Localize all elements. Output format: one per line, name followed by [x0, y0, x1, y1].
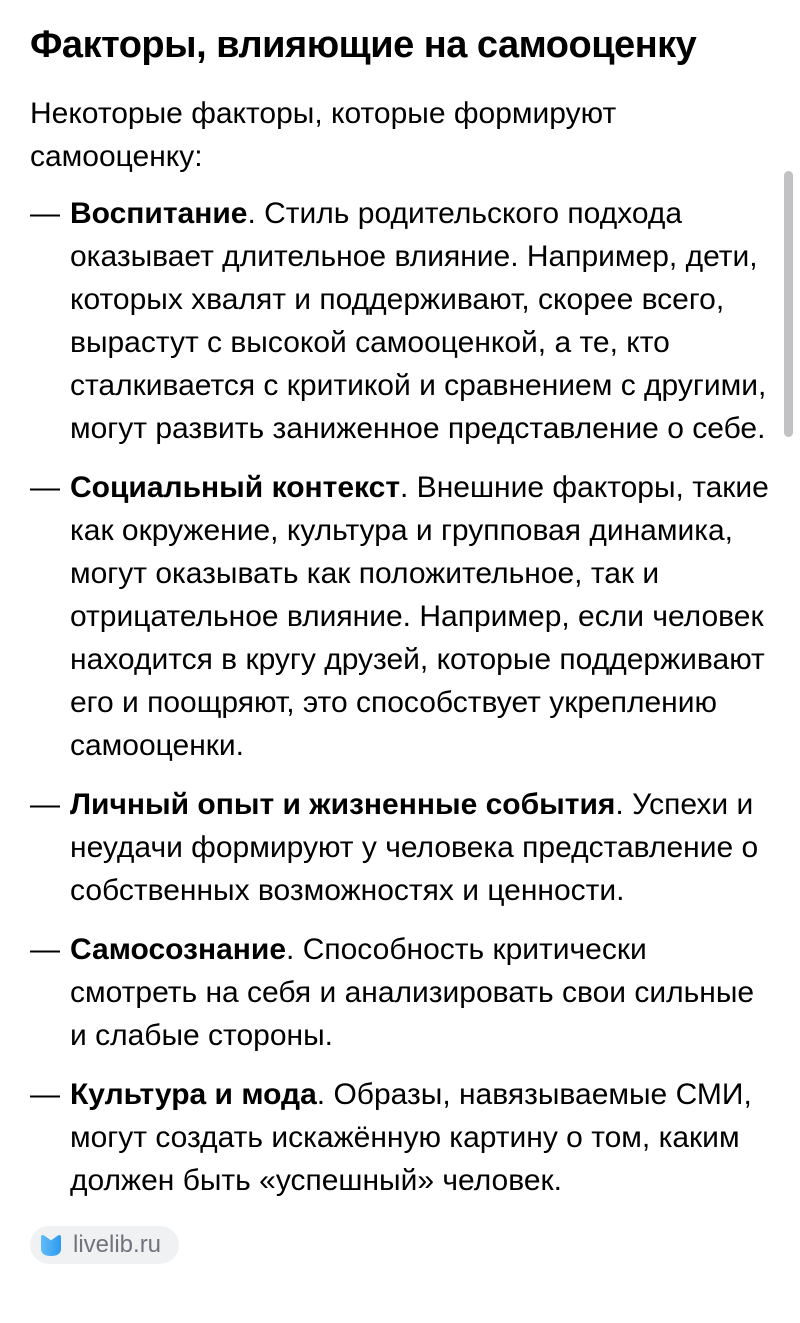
- list-item: [30, 192, 770, 450]
- list-item-desc: . Образы, навязываемые СМИ, могут создать искажённую картину о том, каким должен быть «успешный» человек.: [70, 1078, 752, 1197]
- list-item-desc: . Стиль родительского подхода оказывает длительное влияние. Например, дети, которых хвалят и поддерживают, скорее всего, вырастут с высокой самооценкой, а те, кто сталкивается с критикой и сравнением с другими, могут развить заниженное представление о себе.: [70, 197, 767, 445]
- intro-text: Некоторые факторы, которые формируют самооценку:: [30, 97, 617, 173]
- factors-list: [30, 192, 770, 1202]
- page-title: Факторы, влияющие на самооценку: [30, 24, 697, 66]
- scrollbar-thumb[interactable]: [784, 171, 793, 437]
- list-item-desc: . Внешние факторы, такие как окружение, культура и групповая динамика, могут оказывать как положительное, так и отрицательное влияние. Например, если человек находится в кругу друзей, которые поддерживают его и поощряют, это способствует укреплению самооценки.: [70, 471, 769, 762]
- source-badge-label: livelib.ru: [73, 1231, 162, 1258]
- list-dash-marker: —: [30, 197, 60, 230]
- list-dash-marker: —: [30, 788, 60, 821]
- list-dash-marker: —: [30, 933, 60, 966]
- list-dash-marker: —: [30, 471, 60, 504]
- list-item-desc: . Способность критически смотреть на себя и анализировать свои сильные и слабые стороны.: [70, 933, 755, 1052]
- list-item-desc: . Успехи и неудачи формируют у человека представление о собственных возможностях и ценности.: [70, 788, 759, 907]
- list-item: [30, 466, 770, 767]
- list-item: [30, 783, 770, 912]
- list-item: [30, 1073, 770, 1202]
- source-badge-livelib[interactable]: [30, 1226, 179, 1264]
- list-item-term: Воспитание: [70, 197, 248, 230]
- list-item-term: Социальный контекст: [70, 471, 401, 504]
- list-item-term: Самосознание: [70, 933, 287, 966]
- list-item: [30, 928, 770, 1057]
- list-item-term: Культура и мода: [70, 1078, 317, 1111]
- list-dash-marker: —: [30, 1078, 60, 1111]
- list-item-term: Личный опыт и жизненные события: [70, 788, 616, 821]
- livelib-logo-icon: [37, 1231, 65, 1259]
